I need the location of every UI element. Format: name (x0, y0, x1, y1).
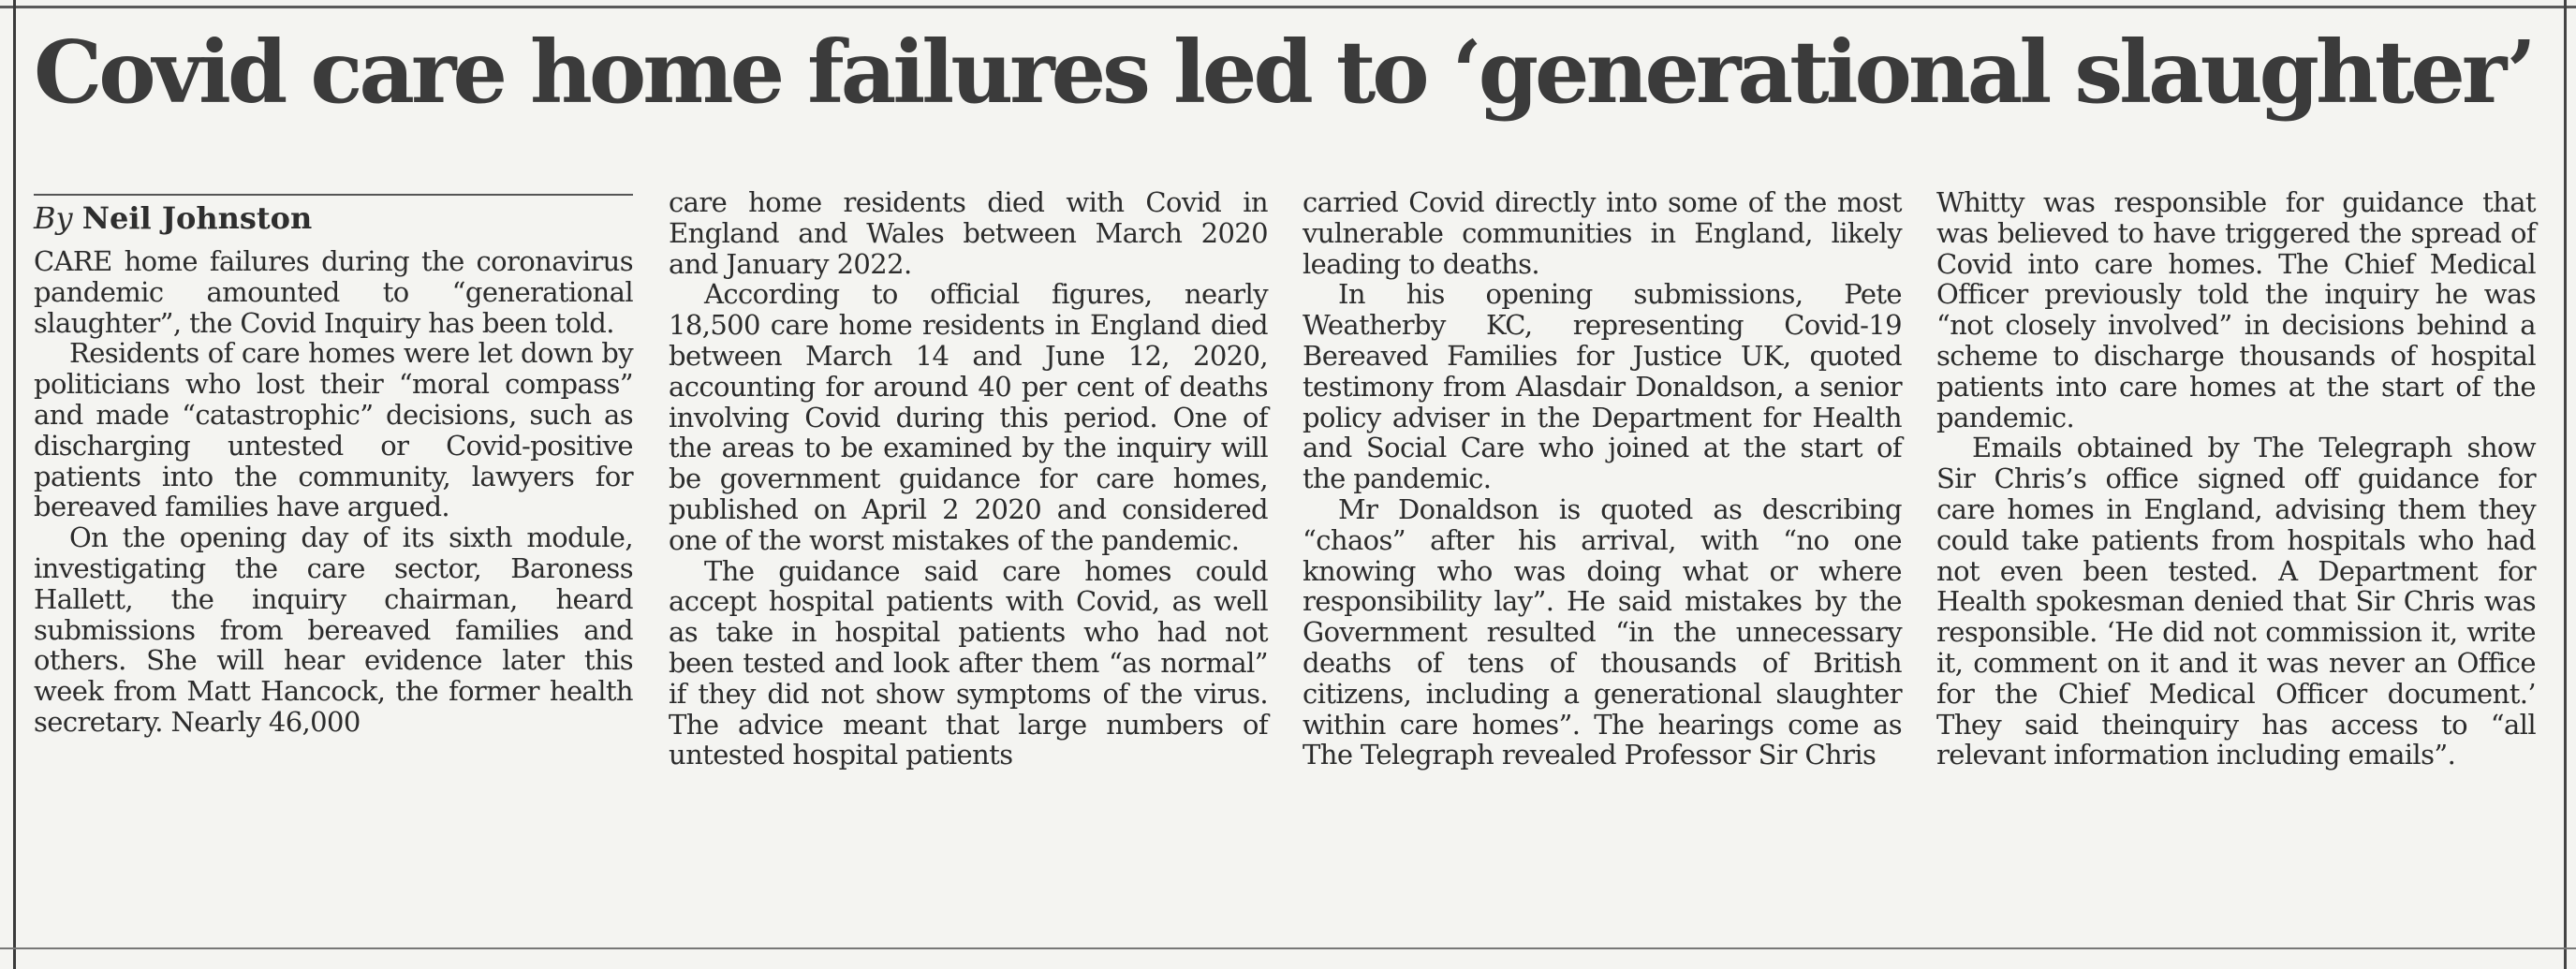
paragraph: care home residents died with Covid in England and Wales between March 2020 and January 2022. (669, 186, 1268, 280)
bottom-rule (0, 947, 2576, 949)
paragraph: On the opening day of its sixth module, investigating the care sector, Baroness Hallett, the inquiry chairman, heard submissions from bereaved families and others. She will hear evidence later this week from Matt Hancock, the former health secretary. Nearly 46,000 (34, 521, 633, 738)
article-column-3 (1303, 187, 1902, 771)
article-column-1 (34, 246, 633, 738)
article-column-4 (1936, 187, 2536, 771)
paragraph: Mr Donaldson is quoted as describing “chaos” after his arrival, with “no one knowing who was doing what or where responsibility lay”. He said mistakes by the Government resulted “in the unnecessary deaths of tens of thousands of British citizens, including a generational slaughter within care homes”. The hearings come as The Telegraph revealed Professor Sir Chris (1303, 492, 1902, 771)
byline-prefix: By (34, 200, 73, 236)
byline-rule (34, 194, 633, 196)
left-column-rule (13, 0, 16, 969)
paragraph: Whitty was responsible for guidance that was believed to have triggered the spread of Covid into care homes. The Chief Medical Officer previously told the inquiry he was “not closely involved” in decisions behind a scheme to discharge thousands of hospital patients into care homes at the start of the pandemic. (1936, 186, 2536, 433)
paragraph: Emails obtained by The Telegraph show Sir Chris’s office signed off guidance for care homes in England, advising them they could take patients from hospitals who had not even been tested. A Department for Health spokesman denied that Sir Chris was responsible. ‘He did not commission it, write it, comment on it and it was never an Office for the Chief Medical Officer document.’ They said theinquiry has access to “all relevant information including emails”. (1936, 432, 2536, 771)
byline (34, 197, 312, 240)
paragraph: The guidance said care homes could accept hospital patients with Covid, as well as take in hospital patients who had not been tested and look after them “as normal” if they did not show symptoms of the virus. The advice meant that large numbers of untested hospital patients (669, 554, 1268, 771)
byline-author: Neil Johnston (81, 200, 313, 236)
paragraph: Residents of care homes were let down by politicians who lost their “moral compass” and made “catastrophic” decisions, such as discharging untested or Covid-positive patients into the community, lawyers for bereaved families have argued. (34, 337, 633, 523)
right-column-rule (2564, 0, 2567, 969)
article-column-2 (669, 187, 1268, 771)
paragraph: According to official figures, nearly 18,500 care home residents in England died between March 14 and June 12, 2020, accounting for around 40 per cent of deaths involving Covid during this period. One of the areas to be examined by the inquiry will be government guidance for care homes, published on April 2 2020 and considered one of the worst mistakes of the pandemic. (669, 278, 1268, 556)
top-rule (0, 6, 2576, 8)
paragraph: In his opening submissions, Pete Weatherby KC, representing Covid-19 Bereaved Families for Justice UK, quoted testimony from Alasdair Donaldson, a senior policy adviser in the Department for Health and Social Care who joined at the start of the pandemic. (1303, 278, 1902, 495)
headline: Covid care home failures led to ‘generational slaughter’ (34, 22, 2533, 123)
paragraph: carried Covid directly into some of the most vulnerable communities in England, likely leading to deaths. (1303, 186, 1902, 280)
paragraph: CARE home failures during the coronavirus pandemic amounted to “generational slaughter”, the Covid Inquiry has been told. (34, 245, 633, 339)
